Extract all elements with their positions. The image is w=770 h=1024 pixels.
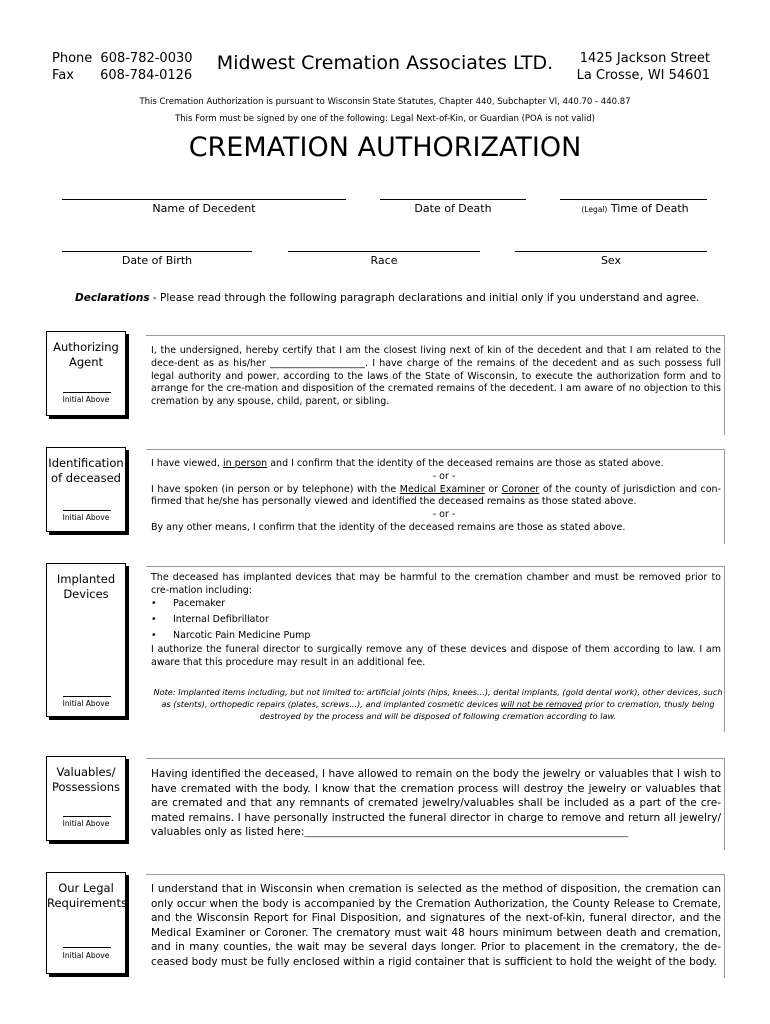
fax-line (52, 68, 192, 83)
date-of-birth-line[interactable] (62, 251, 252, 252)
authorizing-agent-label: Authorizing Agent (53, 340, 119, 369)
implanted-authorize-text: I authorize the funeral director to surgically remove any of these devices and dispose of them according to law. I am aware that this procedure may result in an additional fee. (151, 644, 721, 668)
sex-label: Sex (600, 254, 622, 267)
date-of-birth-label: Date of Birth (121, 254, 193, 267)
statute-line: This Cremation Authorization is pursuant to Wisconsin State Statutes, Chapter 440, Subchapter VI, 440.70 - 440.87 (139, 97, 631, 107)
name-of-decedent-label: Name of Decedent (152, 202, 256, 215)
identification-box (46, 447, 126, 532)
legal-requirements-box (46, 872, 126, 974)
declarations-heading: Declarations (75, 292, 150, 304)
race-line[interactable] (288, 251, 480, 252)
authorizing-rule-v (724, 335, 725, 435)
valuables-list-blank[interactable]: ________________________________________________________________________ (304, 828, 629, 838)
valuables-text: Having identified the deceased, I have allowed to remain on the body the jewelry or valuables that I wish to have cremated with the body. I know that the cremation process will destroy the jewelry or valuables that are cremated and that any remnants of cremated jewelry/valuables shall be included as a part of the cre-mated remains. I have personally instructed the funeral director in charge to remove and return all jewelry/ valuables only as listed here:________________________________________________________________________ (151, 768, 721, 838)
time-of-death-label (560, 202, 710, 215)
valuables-rule-v (724, 758, 725, 850)
implanted-devices-label: Implanted Devices (56, 572, 116, 601)
identification-rule-v (724, 449, 725, 544)
sign-requirement-line: This Form must be signed by one of the following: Legal Next-of-Kin, or Guardian (POA is not valid) (175, 114, 595, 124)
address-line-1: 1425 Jackson Street (579, 51, 710, 66)
valuables-rule (146, 758, 724, 759)
identification-label: Identification of deceased (48, 456, 124, 485)
implanted-rule (146, 566, 724, 567)
identification-rule (146, 449, 724, 450)
authorizing-rule (146, 335, 724, 336)
identification-initial-line[interactable] (63, 510, 111, 511)
identification-initial-label: Initial Above (62, 513, 110, 522)
company-name: Midwest Cremation Associates LTD. (216, 52, 554, 74)
valuables-initial-label: Initial Above (62, 819, 110, 828)
authorizing-agent-box (46, 331, 126, 416)
authorizing-initial-label: Initial Above (62, 395, 110, 404)
race-label: Race (370, 254, 398, 267)
form-title: CREMATION AUTHORIZATION (188, 132, 582, 163)
time-of-death-line[interactable] (560, 199, 707, 200)
valuables-box (46, 756, 126, 841)
implanted-devices-box (46, 563, 126, 717)
legal-requirements-text: I understand that in Wisconsin when cremation is selected as the method of disposition, the cremation can only occur when the body is accompanied by the Cremation Authorization, the County Release to Cremate, and the Wisconsin Report for Final Disposition, and signatures of the next-of-kin, funeral director, and the Medical Examiner or Coroner. The crematory must wait 48 hours minimum between death and cremation, and in many counties, the wait may be several days longer. Prior to placement in the crematory, the de-ceased body must be fully enclosed within a rigid container that is sufficient to hold the weight of the body. (151, 883, 721, 968)
implanted-intro: The deceased has implanted devices that may be harmful to the cremation chamber and must be removed prior to cre-mation including: (151, 572, 721, 596)
implanted-item-1: • Pacemaker (151, 598, 226, 609)
fax-number: 608-784-0126 (100, 68, 193, 83)
time-of-death-text: Time of Death (610, 202, 689, 215)
legal-rule (146, 874, 724, 875)
legal-initial-line[interactable] (63, 947, 111, 948)
implanted-initial-line[interactable] (63, 696, 111, 697)
valuables-label: Valuables/ Possessions (51, 765, 121, 794)
decedent-name-line[interactable] (62, 199, 346, 200)
phone-number: 608-782-0030 (100, 51, 193, 66)
implanted-item-2: • Internal Defibrillator (151, 614, 269, 625)
authorizing-initial-line[interactable] (63, 392, 111, 393)
implanted-note: Note: Implanted items including, but not limited to: artificial joints (hips, knees...), dental implants, (gold dental work), other devices, such as (stents), orthopedic repairs (plates, screws...), and implanted cosmetic devices will not be removed prior to cremation, thusly being destroyed by the process and will be disposed of following cremation according to law. (153, 687, 723, 721)
authorizing-agent-text: I, the undersigned, hereby certify that I am the closest living next of kin of the decedent and that I am related to the dece-dent as as his/her ____________________. I have charge of the remains of the decedent and as such possess full legal authority and power, according to the laws of the State of Wisconsin, to execute the authorization form and to arrange for the cre-mation and disposition of the cremated remains of the decedent. I am aware of no objection to this cremation by any spouse, child, parent, or sibling. (151, 345, 721, 408)
address-line-2: La Crosse, WI 54601 (576, 68, 710, 83)
implanted-initial-label: Initial Above (62, 699, 110, 708)
sex-line[interactable] (515, 251, 707, 252)
legal-rule-v (724, 874, 725, 978)
declarations-text: - Please read through the following paragraph declarations and initial only if you understand and agree. (149, 292, 700, 304)
declarations-intro (75, 292, 699, 304)
legal-prefix: (Legal) (581, 205, 608, 214)
date-of-death-label: Date of Death (414, 202, 492, 215)
phone-label: Phone (52, 51, 93, 66)
phone-line (52, 51, 193, 66)
relationship-blank[interactable]: ____________________ (269, 357, 365, 369)
valuables-initial-line[interactable] (63, 816, 111, 817)
legal-requirements-label: Our Legal Requirements (47, 881, 127, 910)
identification-text: I have viewed, in person and I confirm that the identity of the deceased remains are those as stated above. - or - I have spoken (in person or by telephone) with the Medical Examiner or Coroner of the county of jurisdiction and con-firmed that he/she has personally viewed and identified the deceased remains as those stated above. - or - By any other means, I confirm that the identity of the deceased remains are those as stated above. (151, 458, 721, 533)
implanted-item-3: • Narcotic Pain Medicine Pump (151, 630, 311, 641)
legal-initial-label: Initial Above (62, 951, 110, 960)
date-of-death-line[interactable] (380, 199, 526, 200)
fax-label: Fax (52, 68, 74, 83)
